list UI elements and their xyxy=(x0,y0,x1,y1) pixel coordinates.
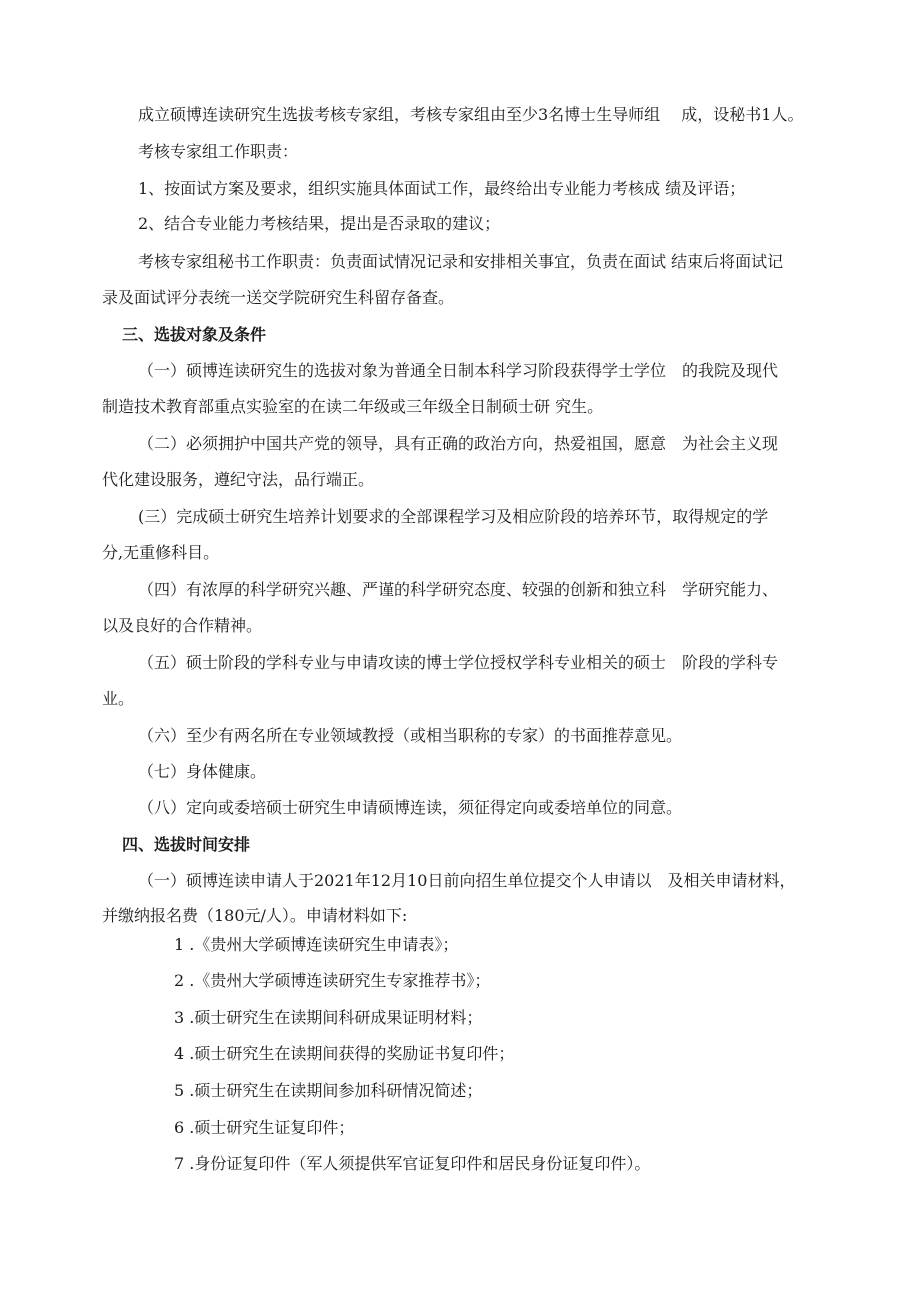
material-item-2: 2 .《贵州大学硕博连读研究生专家推荐书》； xyxy=(174,971,491,990)
material-item-4: 4 .硕士研究生在读期间获得的奖励证书复印件； xyxy=(174,1044,515,1063)
condition-1-line-1: （一）硕博连读研究生的选拔对象为普通全日制本科学习阶段获得学士学位 的我院及现代 xyxy=(138,361,779,380)
duties-title: 考核专家组工作职责： xyxy=(138,142,299,161)
material-item-7: 7 .身份证复印件（军人须提供军官证复印件和居民身份证复印件）。 xyxy=(174,1154,651,1173)
secretary-duties-line-1: 考核专家组秘书工作职责：负责面试情况记录和安排相关事宜，负责在面试 结束后将面试记 xyxy=(138,252,784,271)
condition-5-line-2: 业。 xyxy=(102,689,135,708)
condition-6: （六）至少有两名所在专业领域教授（或相当职称的专家）的书面推荐意见。 xyxy=(138,726,683,745)
expert-group-paragraph: 成立硕博连读研究生选拔考核专家组，考核专家组由至少3名博士生导师组 成，设秘书1人。 xyxy=(138,105,804,124)
condition-7: （七）身体健康。 xyxy=(138,762,267,781)
duty-item-2: 2、结合专业能力考核结果，提出是否录取的建议； xyxy=(138,214,501,233)
section-3-heading: 三、选拔对象及条件 xyxy=(122,325,267,344)
section-4-heading: 四、选拔时间安排 xyxy=(122,835,251,854)
duty-item-1: 1、按面试方案及要求，组织实施具体面试工作，最终给出专业能力考核成 绩及评语； xyxy=(138,179,746,198)
condition-2-line-2: 代化建设服务，遵纪守法，品行端正。 xyxy=(102,470,375,489)
condition-4-line-2: 以及良好的合作精神。 xyxy=(102,616,263,635)
material-item-6: 6 .硕士研究生证复印件； xyxy=(174,1118,355,1137)
schedule-1-line-1: （一）硕博连读申请人于2021年12月10日前向招生单位提交个人申请以 及相关申请材料， xyxy=(138,871,796,890)
material-item-1: 1 .《贵州大学硕博连读研究生申请表》； xyxy=(174,935,459,954)
condition-2-line-1: （二）必须拥护中国共产党的领导，具有正确的政治方向，热爱祖国，愿意 为社会主义现 xyxy=(138,434,779,453)
secretary-duties-line-2: 录及面试评分表统一送交学院研究生科留存备查。 xyxy=(102,288,455,307)
schedule-1-line-2: 并缴纳报名费（180元/人）。申请材料如下: xyxy=(102,906,408,925)
condition-4-line-1: （四）有浓厚的科学研究兴趣、严谨的科学研究态度、较强的创新和独立科 学研究能力、 xyxy=(138,580,779,599)
condition-1-line-2: 制造技术教育部重点实验室的在读二年级或三年级全日制硕士研 究生。 xyxy=(102,397,604,416)
condition-3-line-2: 分,无重修科目。 xyxy=(102,543,220,562)
condition-8: （八）定向或委培硕士研究生申请硕博连读，须征得定向或委培单位的同意。 xyxy=(138,798,683,817)
condition-3-line-1: (三）完成硕士研究生培养计划要求的全部课程学习及相应阶段的培养环节，取得规定的学 xyxy=(138,507,769,526)
material-item-5: 5 .硕士研究生在读期间参加科研情况简述； xyxy=(174,1081,483,1100)
material-item-3: 3 .硕士研究生在读期间科研成果证明材料； xyxy=(174,1008,483,1027)
condition-5-line-1: （五）硕士阶段的学科专业与申请攻读的博士学位授权学科专业相关的硕士 阶段的学科专 xyxy=(138,653,779,672)
